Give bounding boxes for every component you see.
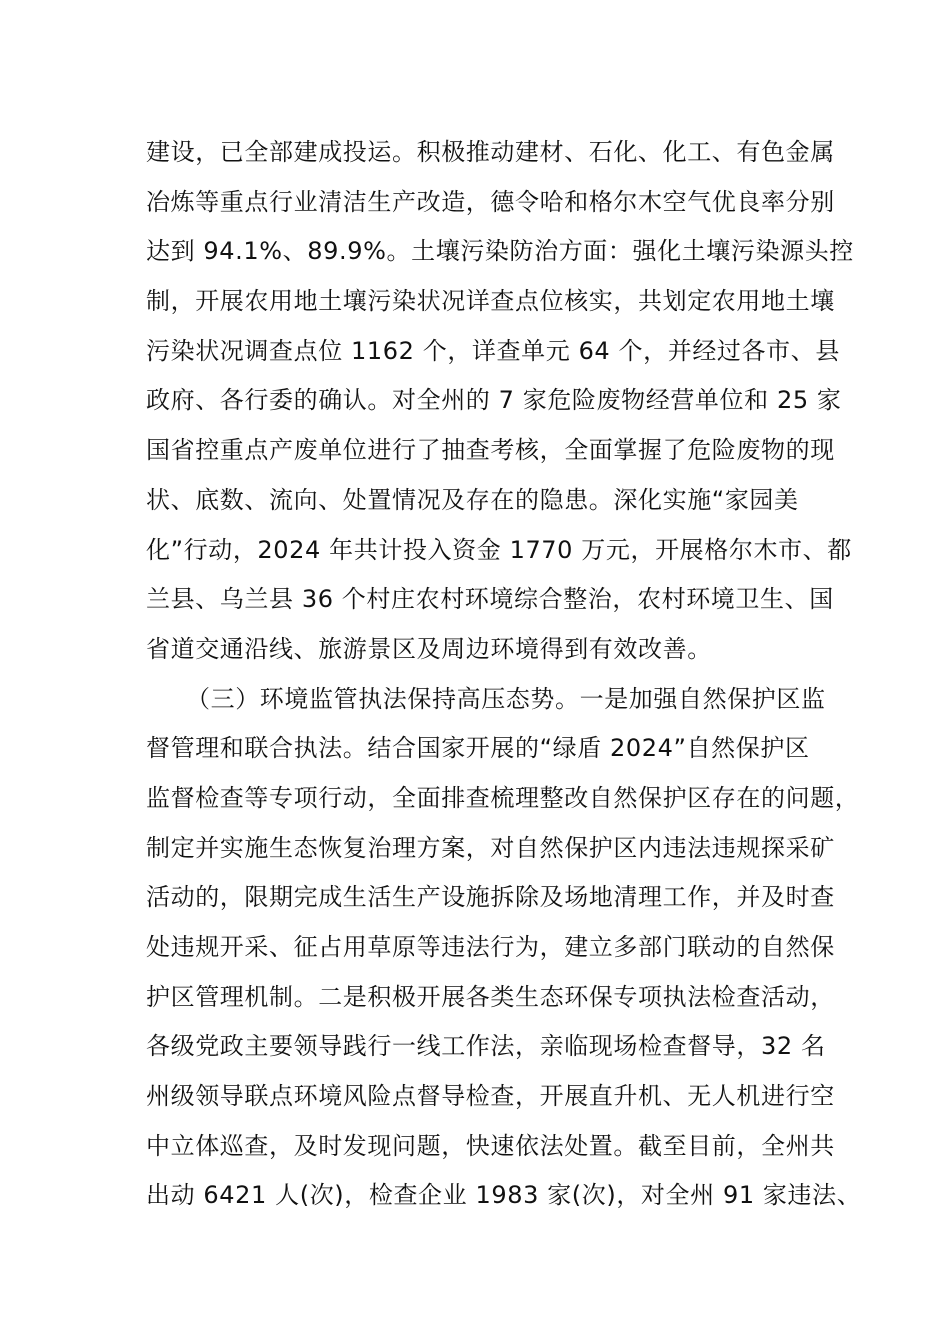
body-text	[146, 128, 862, 1221]
text-line: 化”行动，2024 年共计投入资金 1770 万元，开展格尔木市、都	[146, 535, 852, 564]
text-line: 州级领导联点环境风险点督导检查，开展直升机、无人机进行空	[146, 1082, 835, 1111]
text-line: 污染状况调查点位 1162 个，详查单元 64 个，并经过各市、县	[146, 336, 840, 365]
section-heading-line: （三）环境监管执法保持高压态势。一是加强自然保护区监	[186, 684, 826, 713]
text-line: 省道交通沿线、旅游景区及周边环境得到有效改善。	[146, 634, 712, 663]
text-line: 制定并实施生态恢复治理方案，对自然保护区内违法违规探采矿	[146, 833, 835, 862]
text-line: 政府、各行委的确认。对全州的 7 家危险废物经营单位和 25 家	[146, 386, 842, 415]
text-line: 出动 6421 人(次)，检查企业 1983 家(次)，对全州 91 家违法、	[146, 1181, 862, 1210]
text-line: 护区管理机制。二是积极开展各类生态环保专项执法检查活动，	[146, 982, 835, 1011]
text-line: 兰县、乌兰县 36 个村庄农村环境综合整治，农村环境卫生、国	[146, 585, 834, 614]
text-line: 达到 94.1%、89.9%。土壤污染防治方面：强化土壤污染源头控	[146, 237, 854, 266]
text-line: 制，开展农用地土壤污染状况详查点位核实，共划定农用地土壤	[146, 287, 835, 316]
text-line: 活动的，限期完成生活生产设施拆除及场地清理工作，并及时查	[146, 883, 835, 912]
text-line: 各级党政主要领导践行一线工作法，亲临现场检查督导，32 名	[146, 1032, 826, 1061]
text-line: 中立体巡查，及时发现问题，快速依法处置。截至目前，全州共	[146, 1131, 835, 1160]
text-line: 监督检查等专项行动，全面排查梳理整改自然保护区存在的问题，	[146, 783, 860, 812]
text-line: 处违规开采、征占用草原等违法行为，建立多部门联动的自然保	[146, 933, 835, 961]
text-line: 冶炼等重点行业清洁生产改造，德令哈和格尔木空气优良率分别	[146, 187, 835, 216]
text-line: 国省控重点产废单位进行了抽查考核，全面掌握了危险废物的现	[146, 436, 835, 465]
text-line: 状、底数、流向、处置情况及存在的隐患。深化实施“家园美	[146, 485, 799, 514]
text-line: 督管理和联合执法。结合国家开展的“绿盾 2024”自然保护区	[146, 734, 810, 763]
text-line: 建设，已全部建成投运。积极推动建材、石化、化工、有色金属	[146, 138, 835, 166]
